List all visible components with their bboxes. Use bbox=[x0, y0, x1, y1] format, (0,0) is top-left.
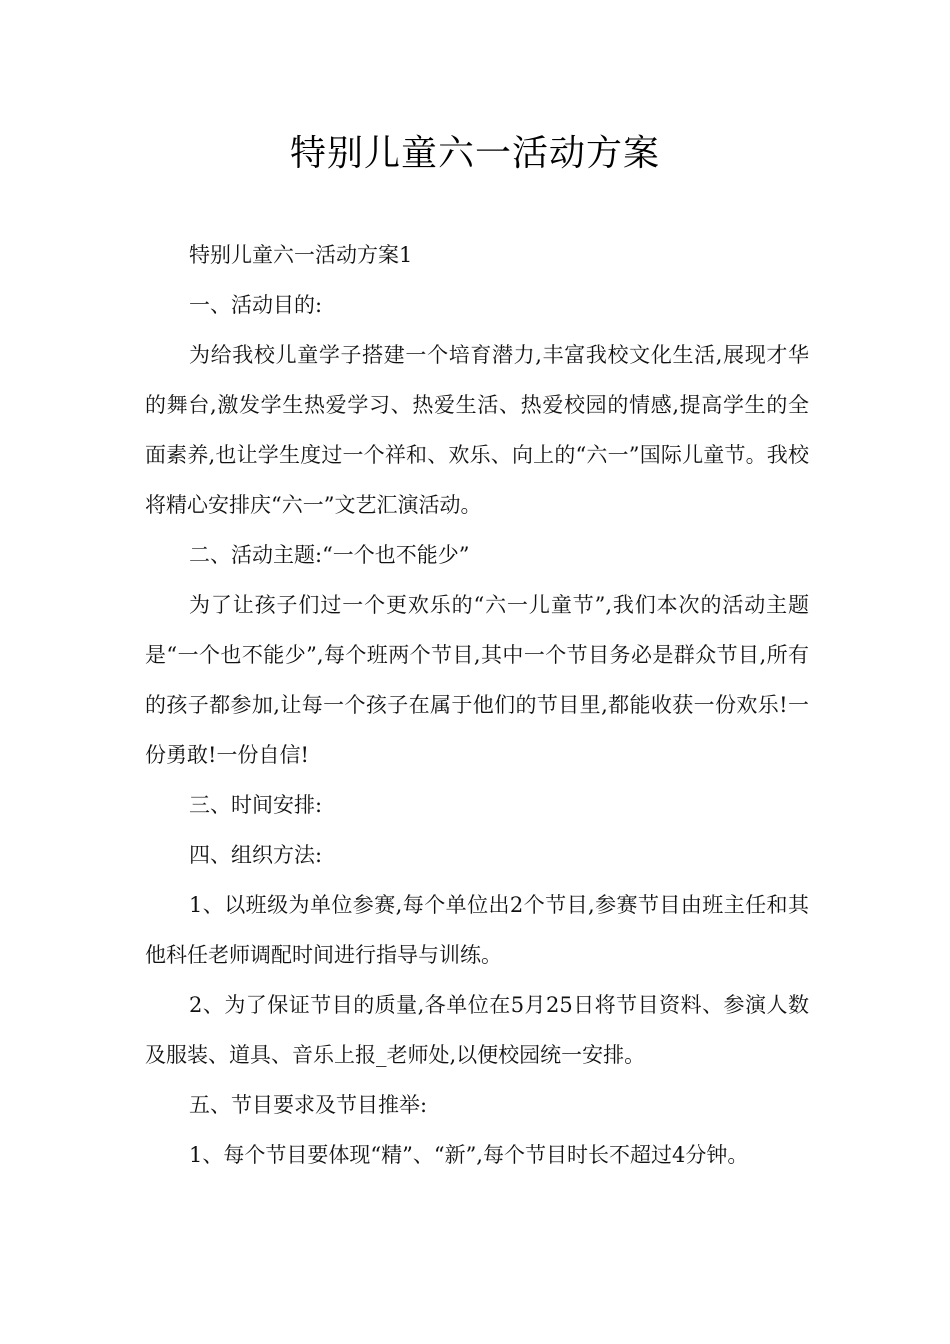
document-body bbox=[145, 230, 809, 1180]
paragraph-section-2-heading: 二、活动主题:“一个也不能少” bbox=[189, 543, 470, 567]
paragraph-purpose: 为给我校儿童学子搭建一个培育潜力,丰富我校文化生活,展现才华的舞台,激发学生热爱学习、热爱生活、热爱校园的情感,提高学生的全面素养,也让学生度过一个祥和、欢乐、向上的“六一”国际儿童节。我校将精心安排庆“六一”文艺汇演活动。 bbox=[145, 343, 809, 517]
paragraph-plan-heading: 特别儿童六一活动方案1 bbox=[189, 243, 413, 267]
paragraph-section-3-heading: 三、时间安排: bbox=[189, 793, 323, 817]
paragraph-program-requirement-1: 1、每个节目要体现“精”、“新”,每个节目时长不超过4分钟。 bbox=[189, 1143, 749, 1167]
paragraph-section-1-heading: 一、活动目的: bbox=[189, 293, 323, 317]
document-title: 特别儿童六一活动方案 bbox=[289, 133, 660, 174]
paragraph-organization-1: 1、以班级为单位参赛,每个单位出2个节目,参赛节目由班主任和其他科任老师调配时间进行指导与训练。 bbox=[145, 893, 809, 967]
paragraph-section-5-heading: 五、节目要求及节目推举: bbox=[189, 1093, 428, 1117]
paragraph-theme: 为了让孩子们过一个更欢乐的“六一儿童节”,我们本次的活动主题是“一个也不能少”,每个班两个节目,其中一个节目务必是群众节目,所有的孩子都参加,让每一个孩子在属于他们的节目里,都能收获一份欢乐!一份勇敢!一份自信! bbox=[145, 593, 809, 767]
paragraph-section-4-heading: 四、组织方法: bbox=[189, 843, 323, 867]
paragraph-organization-2: 2、为了保证节目的质量,各单位在5月25日将节目资料、参演人数及服装、道具、音乐上报_老师处,以便校园统一安排。 bbox=[145, 993, 809, 1067]
